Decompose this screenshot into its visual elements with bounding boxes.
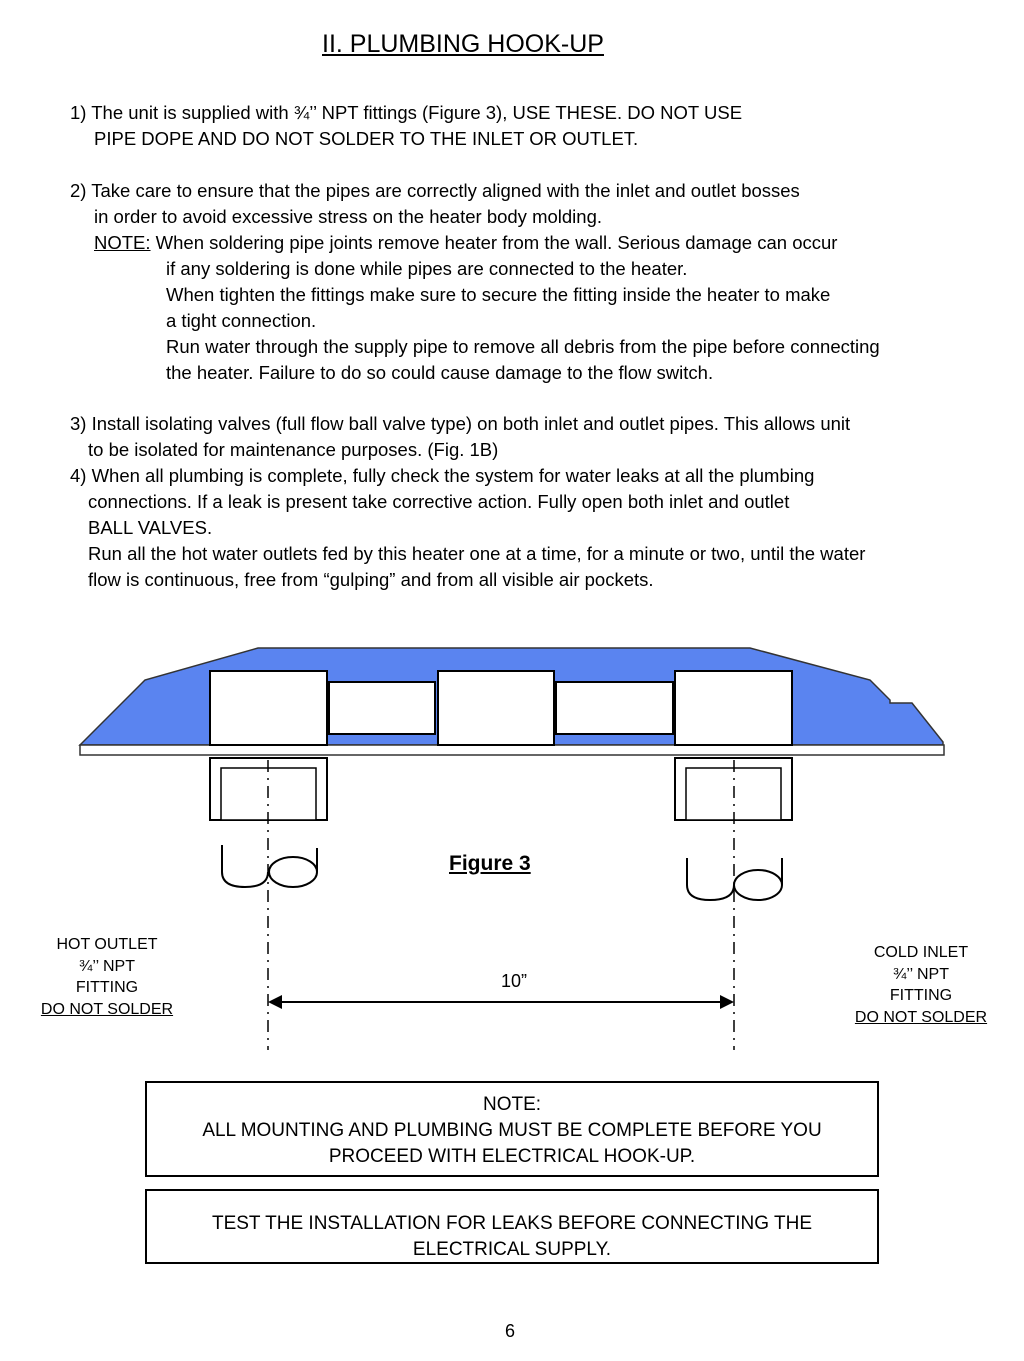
note-line-2: if any soldering is done while pipes are connected to the heater.: [166, 258, 688, 279]
test-box: [145, 1189, 879, 1264]
step-4-line-2: connections. If a leak is present take corrective action. Fully open both inlet and outlet: [88, 491, 790, 512]
panel-5: [675, 671, 792, 745]
hot-outlet-line-3: FITTING: [75, 979, 139, 996]
cold-inlet-line-3: FITTING: [889, 987, 953, 1004]
hot-outlet-line-1: HOT OUTLET: [56, 936, 158, 953]
step-2-line-2: in order to avoid excessive stress on the heater body molding.: [94, 206, 603, 227]
note-line-6: the heater. Failure to do so could cause damage to the flow switch.: [166, 362, 714, 383]
note-box-line-3: PROCEED WITH ELECTRICAL HOOK-UP.: [328, 1146, 696, 1167]
note-line-1: When soldering pipe joints remove heater from the wall. Serious damage can occur: [150, 232, 838, 253]
note-box-line-2: ALL MOUNTING AND PLUMBING MUST BE COMPLETE BEFORE YOU: [202, 1120, 822, 1141]
step-3-line-2: to be isolated for maintenance purposes. (Fig. 1B): [88, 439, 499, 460]
cold-fitting-cup: [687, 858, 734, 900]
step-4-line-3: BALL VALVES.: [88, 517, 213, 538]
note-box-line-1: NOTE:: [482, 1094, 542, 1115]
dimension-label: 10”: [501, 971, 528, 991]
cold-fitting-washer: [734, 870, 782, 900]
step-4-line-5: flow is continuous, free from “gulping” and from all visible air pockets.: [88, 569, 654, 590]
hot-fitting-washer: [269, 857, 317, 887]
note-box: [145, 1081, 879, 1177]
dimension-arrow-right: [720, 995, 734, 1009]
note-label: NOTE:: [94, 232, 151, 253]
page-title: II. PLUMBING HOOK-UP: [322, 30, 604, 58]
cold-inlet-line-2: ¾’’ NPT: [892, 965, 949, 983]
step-1-line-2: PIPE DOPE AND DO NOT SOLDER TO THE INLET OR OUTLET.: [94, 128, 639, 149]
note-line-5: Run water through the supply pipe to remove all debris from the pipe before connecting: [166, 336, 880, 357]
step-4-line-4: Run all the hot water outlets fed by this heater one at a time, for a minute or two, until the water: [88, 543, 866, 564]
hot-outlet-line-4: DO NOT SOLDER: [40, 1000, 174, 1018]
cold-inlet-line-4: DO NOT SOLDER: [854, 1008, 988, 1026]
note-line-4: a tight connection.: [166, 310, 317, 331]
hot-fitting-cup: [222, 845, 268, 887]
page-number: 6: [505, 1321, 516, 1341]
panel-1: [210, 671, 327, 745]
cold-inlet-line-1: COLD INLET: [873, 944, 969, 961]
panel-3: [438, 671, 554, 745]
step-3-line-1: 3) Install isolating valves (full flow ball valve type) on both inlet and outlet pipes. This allows unit: [70, 413, 851, 434]
test-box-line-2: ELECTRICAL SUPPLY.: [412, 1239, 612, 1260]
hot-outlet-line-2: ¾’’ NPT: [78, 957, 135, 975]
figure-caption: Figure 3: [449, 852, 531, 875]
panel-2: [329, 682, 435, 734]
cold-inlet-label: [844, 942, 998, 1028]
step-1-line-1: 1) The unit is supplied with ¾’’ NPT fittings (Figure 3), USE THESE. DO NOT USE: [70, 102, 743, 123]
hot-outlet-label: [30, 934, 184, 1020]
step-2-line-1: 2) Take care to ensure that the pipes are correctly aligned with the inlet and outlet bosses: [70, 180, 800, 201]
test-box-line-1: TEST THE INSTALLATION FOR LEAKS BEFORE CONNECTING THE: [211, 1213, 812, 1234]
note-line-3: When tighten the fittings make sure to secure the fitting inside the heater to make: [166, 284, 831, 305]
step-4-line-1: 4) When all plumbing is complete, fully check the system for water leaks at all the plumbing: [70, 465, 815, 486]
panel-4: [556, 682, 673, 734]
heater-base-strip: [80, 745, 944, 755]
dimension-arrow-left: [268, 995, 282, 1009]
